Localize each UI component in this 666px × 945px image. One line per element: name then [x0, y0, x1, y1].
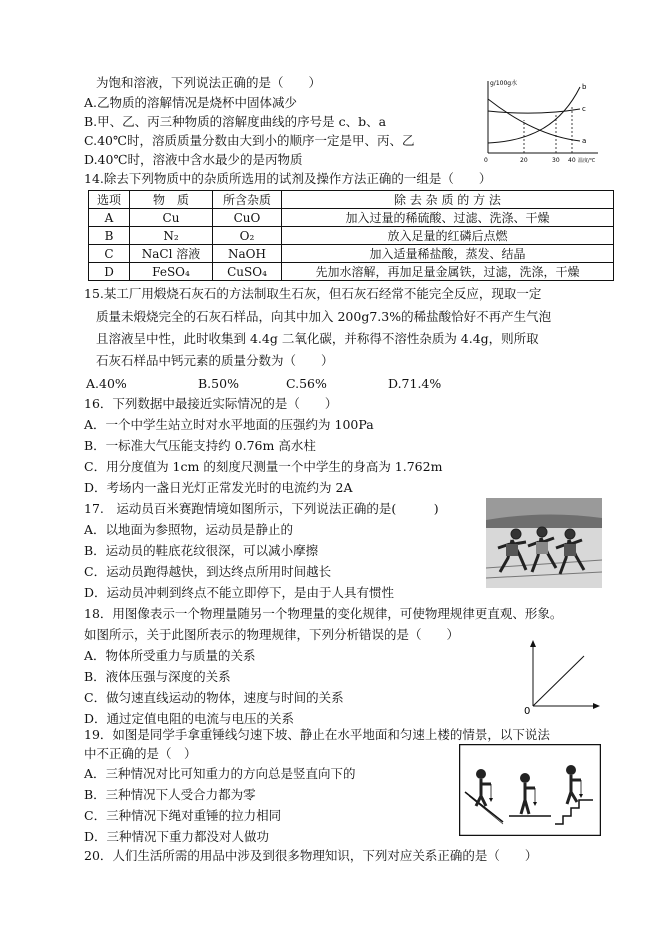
- q18-line-1: 18．用图像表示一个物理量随另一个物理量的变化规律，可使物理规律更直观、形象。: [84, 606, 563, 621]
- solubility-curve-graph: [476, 75, 606, 165]
- table-header: 物 质: [130, 191, 213, 209]
- q15-line-1: 15.某工厂用煅烧石灰石的方法制取生石灰，但石灰石经常不能完全反应，现取一定: [84, 286, 542, 301]
- q19-option-d: D．三种情况下重力都没对人做功: [84, 829, 270, 844]
- q15-option-c: C.56%: [286, 376, 327, 391]
- q16-stem: 16．下列数据中最接近实际情况的是（ ）: [84, 396, 338, 411]
- q15-option-a: A.40%: [86, 376, 127, 391]
- table-cell: FeSO₄: [130, 263, 213, 281]
- sprinters-illustration: [486, 498, 602, 588]
- q19-option-a: A．三种情况对比可知重力的方向总是竖直向下的: [84, 766, 356, 781]
- curve-label-b: b: [582, 83, 587, 91]
- graph-y-unit: g/100g水: [490, 80, 518, 87]
- tick-0: 0: [484, 157, 488, 164]
- table-row: [89, 245, 614, 263]
- table-cell: NaOH: [213, 245, 282, 263]
- q15-line-3: 且溶液呈中性，此时收集到 4.4g 二氧化碳，并称得不溶性杂质为 4.4g，则所取: [96, 331, 539, 346]
- q16-option-c: C．用分度值为 1cm 的刻度尺测量一个中学生的身高为 1.762m: [84, 459, 443, 474]
- q13-option-b: B.甲、乙、丙三种物质的溶解度曲线的序号是 c、b、a: [84, 114, 387, 129]
- table-cell: 加入适量稀盐酸，蒸发、结晶: [282, 245, 614, 263]
- q18-line-2: 如图所示，关于此图所表示的物理规律，下列分析错误的是（ ）: [84, 627, 460, 642]
- q17-option-a: A．以地面为参照物，运动员是静止的: [84, 522, 294, 537]
- q16-option-b: B．一标准大气压能支持约 0.76m 高水柱: [84, 438, 316, 453]
- q14-stem: 14.除去下列物质中的杂质所选用的试剂及操作方法正确的一组是（ ）: [84, 171, 492, 186]
- q15-option-d: D.71.4%: [388, 376, 442, 391]
- q16-option-d: D．考场内一盏日光灯正常发光时的电流约为 2A: [84, 480, 353, 495]
- plumb-line-illustration: [459, 744, 601, 836]
- table-cell: NaCl 溶液: [130, 245, 213, 263]
- q15-line-2: 质量未煅烧完全的石灰石样品，向其中加入 200g7.3%的稀盐酸恰好不再产生气泡: [96, 309, 552, 324]
- q13-option-d: D.40℃时，溶液中含水最少的是丙物质: [84, 152, 303, 167]
- q18-option-d: D．通过定值电阻的电流与电压的关系: [84, 711, 295, 726]
- q19-option-b: B．三种情况下人受合力都为零: [84, 787, 256, 802]
- table-cell: 加入过量的稀硫酸、过滤、洗涤、干燥: [282, 209, 614, 227]
- table-cell: D: [89, 263, 130, 281]
- table-header: 选项: [89, 191, 130, 209]
- q14-table: [88, 190, 614, 281]
- table-cell: O₂: [213, 227, 282, 245]
- q19-option-c: C．三种情况下绳对重锤的拉力相同: [84, 808, 282, 823]
- tick-20: 20: [520, 157, 528, 164]
- q16-option-a: A．一个中学生站立时对水平地面的压强约为 100Pa: [84, 417, 374, 432]
- table-cell: C: [89, 245, 130, 263]
- table-cell: B: [89, 227, 130, 245]
- graph-x-unit: 温度/℃: [578, 158, 596, 164]
- table-cell: A: [89, 209, 130, 227]
- tick-40: 40: [568, 157, 576, 164]
- origin-label: 0: [524, 706, 531, 714]
- q19-line-2: 中不正确的是（ ）: [84, 746, 197, 761]
- curve-b: [488, 87, 580, 143]
- table-header-row: [89, 191, 614, 209]
- q17-option-b: B．运动员的鞋底花纹很深，可以减小摩擦: [84, 543, 319, 558]
- curve-a: [488, 99, 580, 141]
- table-header: 除 去 杂 质 的 方 法: [282, 191, 614, 209]
- curve-label-c: c: [582, 105, 586, 113]
- table-cell: 先加水溶解，再加足量金属铁，过滤，洗涤，干燥: [282, 263, 614, 281]
- q18-option-a: A．物体所受重力与质量的关系: [84, 648, 256, 663]
- q18-option-c: C．做匀速直线运动的物体，速度与时间的关系: [84, 690, 344, 705]
- table-cell: CuO: [213, 209, 282, 227]
- q17-stem: 17. 运动员百米赛跑情境如图所示，下列说法正确的是( ): [84, 501, 439, 516]
- q18-option-b: B．液体压强与深度的关系: [84, 669, 231, 684]
- q17-option-d: D．运动员冲刺到终点不能立即停下，是由于人具有惯性: [84, 585, 395, 600]
- q20-stem: 20．人们生活所需的用品中涉及到很多物理知识，下列对应关系正确的是（ ）: [84, 848, 538, 863]
- q13-option-a: A.乙物质的溶解情况是烧杯中固体减少: [84, 95, 298, 110]
- tick-30: 30: [552, 157, 560, 164]
- proportional-line: [533, 656, 584, 706]
- table-row: [89, 263, 614, 281]
- q13-stem: 为饱和溶液，下列说法正确的是（ ）: [96, 75, 322, 90]
- q17-option-c: C．运动员跑得越快，到达终点所用时间越长: [84, 564, 332, 579]
- table-header: 所含杂质: [213, 191, 282, 209]
- q15-option-b: B.50%: [198, 376, 239, 391]
- linear-relation-graph: [524, 640, 600, 714]
- table-cell: 放入足量的红磷后点燃: [282, 227, 614, 245]
- table-cell: Cu: [130, 209, 213, 227]
- curve-label-a: a: [582, 137, 587, 145]
- q13-option-c: C.40℃时，溶质质量分数由大到小的顺序一定是甲、丙、乙: [84, 133, 415, 148]
- table-cell: N₂: [130, 227, 213, 245]
- table-row: [89, 227, 614, 245]
- table-row: [89, 209, 614, 227]
- q15-line-4: 石灰石样品中钙元素的质量分数为（ ）: [96, 353, 334, 368]
- q19-line-1: 19．如图是同学手拿重锤线匀速下坡、静止在水平地面和匀速上楼的情景，以下说法: [84, 727, 550, 742]
- table-cell: CuSO₄: [213, 263, 282, 281]
